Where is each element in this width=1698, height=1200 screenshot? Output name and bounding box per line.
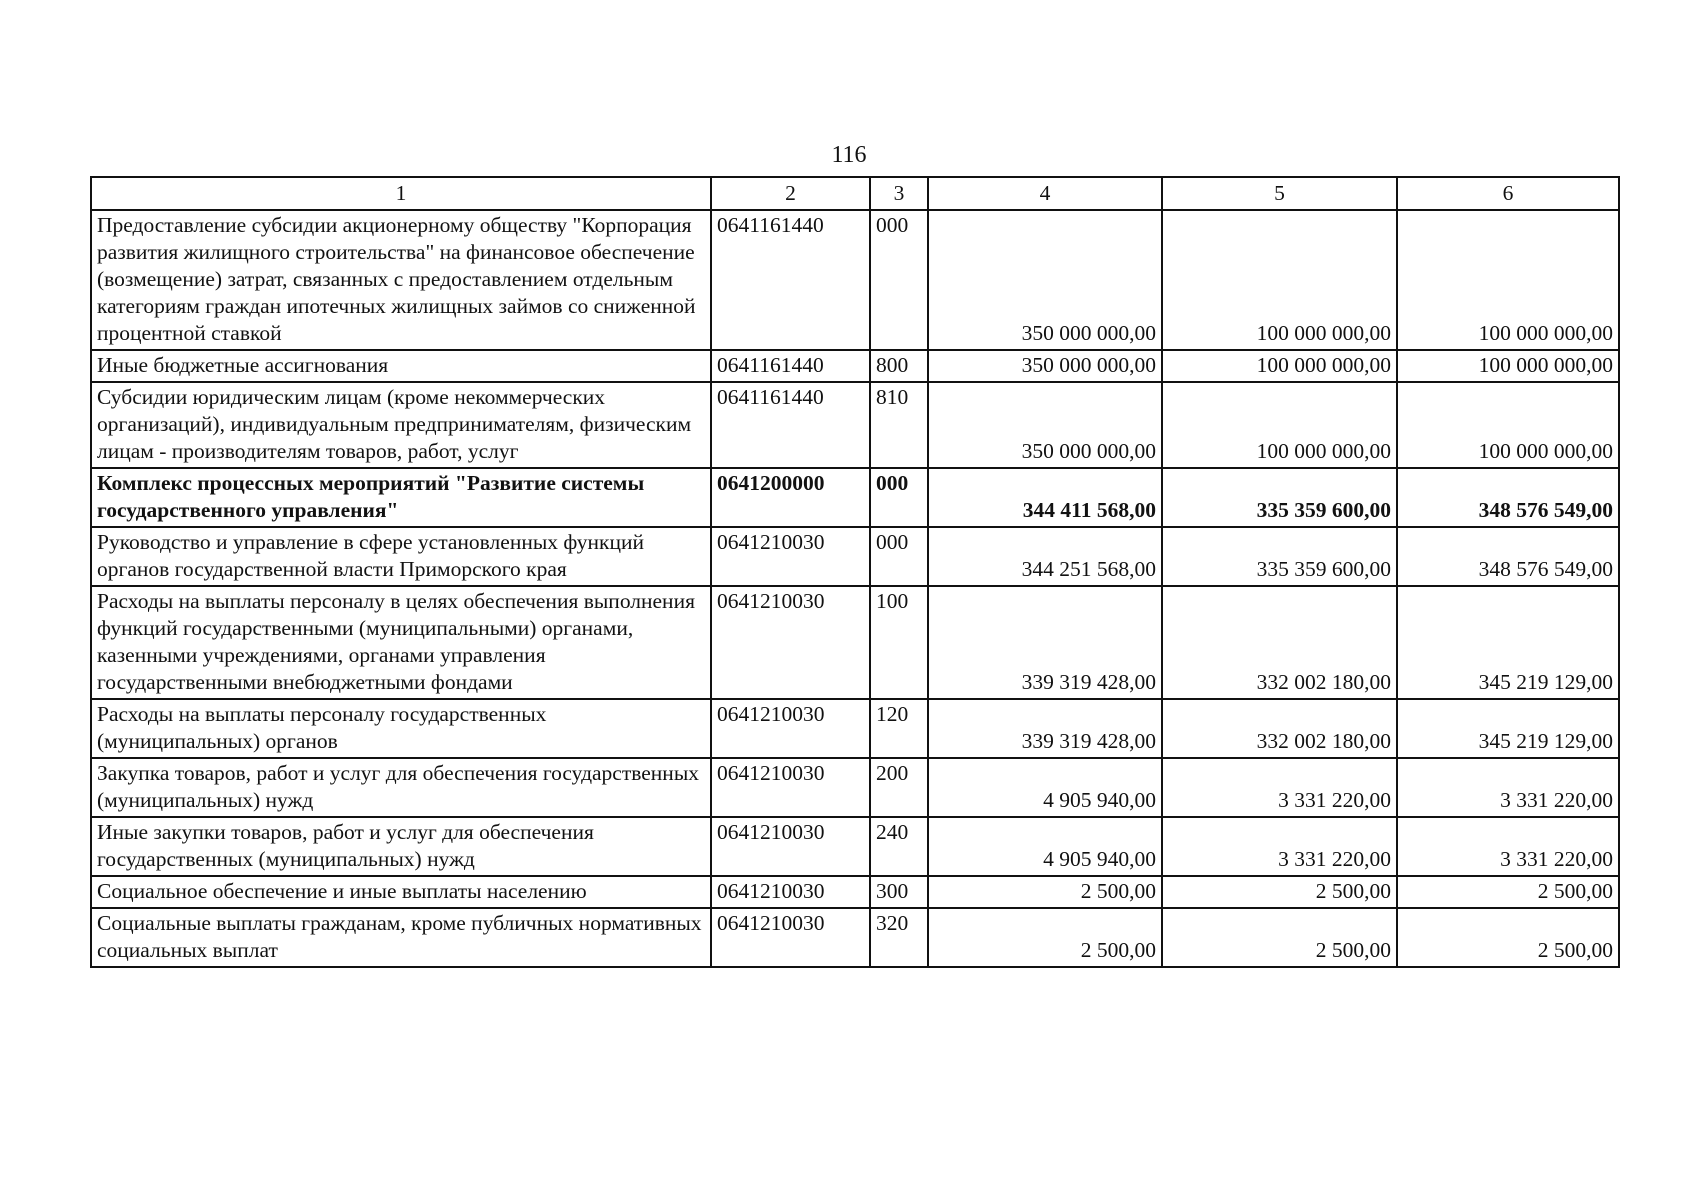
row-amount-col4: 344 411 568,00 bbox=[928, 468, 1162, 527]
row-amount-col4: 350 000 000,00 bbox=[928, 350, 1162, 382]
row-target-code: 0641210030 bbox=[711, 876, 870, 908]
row-amount-col5: 100 000 000,00 bbox=[1162, 350, 1397, 382]
row-expense-type: 000 bbox=[870, 527, 928, 586]
row-target-code: 0641210030 bbox=[711, 817, 870, 876]
row-expense-type: 120 bbox=[870, 699, 928, 758]
row-expense-type: 240 bbox=[870, 817, 928, 876]
column-header-2: 2 bbox=[711, 177, 870, 210]
row-expense-type: 100 bbox=[870, 586, 928, 699]
row-description: Расходы на выплаты персоналу государственных (муниципальных) органов bbox=[91, 699, 711, 758]
table-row bbox=[91, 210, 1619, 350]
table-row bbox=[91, 908, 1619, 967]
row-amount-col6: 345 219 129,00 bbox=[1397, 699, 1619, 758]
column-header-1: 1 bbox=[91, 177, 711, 210]
row-description: Руководство и управление в сфере установленных функций органов государственной власти Приморского края bbox=[91, 527, 711, 586]
row-description: Расходы на выплаты персоналу в целях обеспечения выполнения функций государственными (муниципальными) органами, казенными учреждениями, органами управления государственными внебюджетными фондами bbox=[91, 586, 711, 699]
row-target-code: 0641210030 bbox=[711, 586, 870, 699]
table-row bbox=[91, 527, 1619, 586]
row-amount-col5: 2 500,00 bbox=[1162, 876, 1397, 908]
row-expense-type: 800 bbox=[870, 350, 928, 382]
row-description: Социальные выплаты гражданам, кроме публичных нормативных социальных выплат bbox=[91, 908, 711, 967]
row-target-code: 0641200000 bbox=[711, 468, 870, 527]
row-amount-col5: 100 000 000,00 bbox=[1162, 210, 1397, 350]
row-amount-col5: 3 331 220,00 bbox=[1162, 817, 1397, 876]
table-row bbox=[91, 758, 1619, 817]
row-amount-col6: 3 331 220,00 bbox=[1397, 817, 1619, 876]
row-expense-type: 200 bbox=[870, 758, 928, 817]
row-target-code: 0641161440 bbox=[711, 210, 870, 350]
row-amount-col4: 350 000 000,00 bbox=[928, 382, 1162, 468]
row-expense-type: 300 bbox=[870, 876, 928, 908]
table-row bbox=[91, 468, 1619, 527]
row-target-code: 0641210030 bbox=[711, 758, 870, 817]
column-header-5: 5 bbox=[1162, 177, 1397, 210]
row-target-code: 0641210030 bbox=[711, 908, 870, 967]
row-amount-col6: 3 331 220,00 bbox=[1397, 758, 1619, 817]
row-description: Социальное обеспечение и иные выплаты населению bbox=[91, 876, 711, 908]
row-amount-col4: 2 500,00 bbox=[928, 876, 1162, 908]
row-amount-col5: 332 002 180,00 bbox=[1162, 699, 1397, 758]
row-amount-col6: 345 219 129,00 bbox=[1397, 586, 1619, 699]
row-amount-col4: 4 905 940,00 bbox=[928, 817, 1162, 876]
row-amount-col4: 350 000 000,00 bbox=[928, 210, 1162, 350]
row-amount-col4: 339 319 428,00 bbox=[928, 699, 1162, 758]
row-description: Предоставление субсидии акционерному обществу "Корпорация развития жилищного строительства" на финансовое обеспечение (возмещение) затрат, связанных с предоставлением отдельным категориям граждан ипотечных жилищных займов со сниженной процентной ставкой bbox=[91, 210, 711, 350]
row-target-code: 0641161440 bbox=[711, 350, 870, 382]
row-amount-col6: 100 000 000,00 bbox=[1397, 382, 1619, 468]
table-body bbox=[91, 210, 1619, 967]
row-amount-col6: 348 576 549,00 bbox=[1397, 468, 1619, 527]
table-row bbox=[91, 350, 1619, 382]
column-header-6: 6 bbox=[1397, 177, 1619, 210]
table-row bbox=[91, 817, 1619, 876]
row-amount-col4: 4 905 940,00 bbox=[928, 758, 1162, 817]
column-header-4: 4 bbox=[928, 177, 1162, 210]
row-description: Субсидии юридическим лицам (кроме некоммерческих организаций), индивидуальным предпринимателям, физическим лицам - производителям товаров, работ, услуг bbox=[91, 382, 711, 468]
row-target-code: 0641161440 bbox=[711, 382, 870, 468]
row-amount-col6: 100 000 000,00 bbox=[1397, 350, 1619, 382]
row-amount-col5: 332 002 180,00 bbox=[1162, 586, 1397, 699]
row-amount-col5: 100 000 000,00 bbox=[1162, 382, 1397, 468]
row-expense-type: 810 bbox=[870, 382, 928, 468]
row-expense-type: 000 bbox=[870, 210, 928, 350]
page-number: 116 bbox=[831, 142, 867, 168]
row-amount-col6: 2 500,00 bbox=[1397, 876, 1619, 908]
column-header-3: 3 bbox=[870, 177, 928, 210]
row-target-code: 0641210030 bbox=[711, 699, 870, 758]
row-amount-col4: 339 319 428,00 bbox=[928, 586, 1162, 699]
row-expense-type: 320 bbox=[870, 908, 928, 967]
table-row bbox=[91, 876, 1619, 908]
table-row bbox=[91, 586, 1619, 699]
row-amount-col5: 335 359 600,00 bbox=[1162, 468, 1397, 527]
row-expense-type: 000 bbox=[870, 468, 928, 527]
row-description: Закупка товаров, работ и услуг для обеспечения государственных (муниципальных) нужд bbox=[91, 758, 711, 817]
row-amount-col4: 344 251 568,00 bbox=[928, 527, 1162, 586]
table-row bbox=[91, 699, 1619, 758]
table-row bbox=[91, 382, 1619, 468]
row-description: Иные бюджетные ассигнования bbox=[91, 350, 711, 382]
row-amount-col6: 100 000 000,00 bbox=[1397, 210, 1619, 350]
row-amount-col5: 3 331 220,00 bbox=[1162, 758, 1397, 817]
row-amount-col6: 2 500,00 bbox=[1397, 908, 1619, 967]
header-row bbox=[91, 177, 1619, 210]
row-target-code: 0641210030 bbox=[711, 527, 870, 586]
row-amount-col5: 2 500,00 bbox=[1162, 908, 1397, 967]
budget-table bbox=[90, 176, 1620, 968]
row-description: Иные закупки товаров, работ и услуг для обеспечения государственных (муниципальных) нужд bbox=[91, 817, 711, 876]
row-amount-col6: 348 576 549,00 bbox=[1397, 527, 1619, 586]
row-description: Комплекс процессных мероприятий "Развитие системы государственного управления" bbox=[91, 468, 711, 527]
row-amount-col5: 335 359 600,00 bbox=[1162, 527, 1397, 586]
row-amount-col4: 2 500,00 bbox=[928, 908, 1162, 967]
